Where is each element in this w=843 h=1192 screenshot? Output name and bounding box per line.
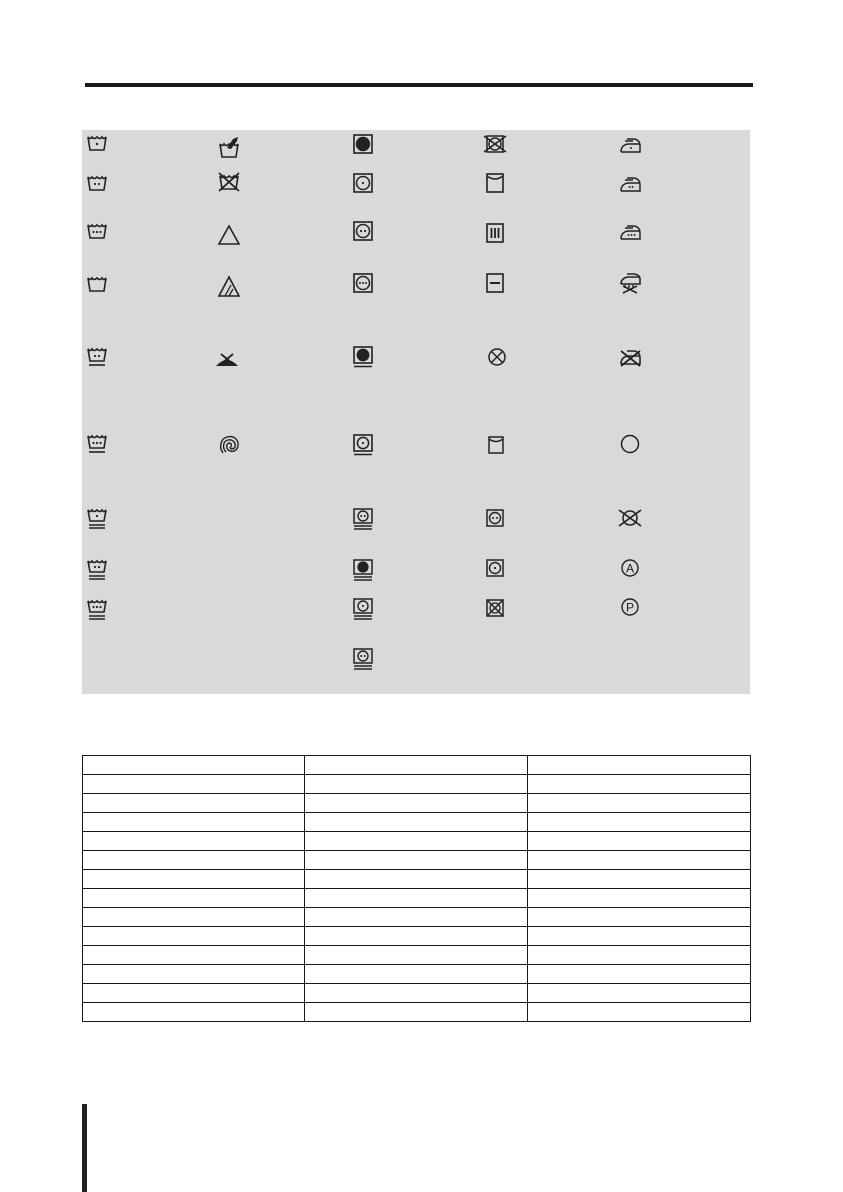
table-cell (305, 775, 528, 794)
wash-60-icon (86, 221, 108, 243)
table-cell (83, 927, 305, 946)
no-steam-icon (619, 272, 641, 294)
drip-dry-icon (484, 222, 506, 244)
table-cell (528, 775, 751, 794)
line-dry-small-icon (485, 434, 507, 456)
machine-dry-very-gentle-filled-icon (352, 559, 374, 581)
table-cell (83, 775, 305, 794)
table-cell (528, 794, 751, 813)
table-cell (528, 1003, 751, 1022)
care-table-body (83, 756, 751, 1022)
iron-low-icon (619, 134, 641, 156)
do-not-dry-clean-circle-x-icon (486, 346, 508, 368)
wash-30-icon (86, 133, 108, 155)
table-cell (528, 870, 751, 889)
table-cell (83, 794, 305, 813)
tumble-dry-very-gentle-high-icon (352, 648, 374, 670)
do-not-iron-icon (619, 346, 641, 368)
table-row (83, 927, 751, 946)
table-cell (528, 756, 751, 775)
wash-40-gentle-icon (86, 346, 108, 368)
table-cell (83, 851, 305, 870)
machine-dry-gentle-filled-icon (352, 346, 374, 368)
table-row (83, 984, 751, 1003)
page-edge-bar (82, 1104, 87, 1192)
table-cell (305, 870, 528, 889)
table-cell (528, 908, 751, 927)
iron-medium-icon (619, 173, 641, 195)
table-cell (305, 946, 528, 965)
table-cell (83, 870, 305, 889)
dry-in-shade-icon (216, 348, 238, 370)
bleach-allowed-icon (218, 224, 240, 246)
tumble-dry-low-small-icon (484, 507, 506, 529)
table-cell (83, 832, 305, 851)
table-cell (305, 927, 528, 946)
table-cell (305, 832, 528, 851)
dry-clean-icon (619, 433, 641, 455)
table-cell (528, 965, 751, 984)
table-cell (528, 813, 751, 832)
table-row (83, 908, 751, 927)
iron-high-icon (619, 221, 641, 243)
table-row (83, 794, 751, 813)
do-not-dry-clean-icon (619, 507, 641, 529)
wool-icon (218, 434, 240, 456)
table-row (83, 1003, 751, 1022)
machine-dry-filled-icon (352, 133, 374, 155)
tumble-dry-high-icon (352, 272, 374, 294)
table-row (83, 775, 751, 794)
table-cell (528, 927, 751, 946)
wash-60-very-gentle-icon (86, 599, 108, 621)
table-cell (305, 813, 528, 832)
table-row (83, 889, 751, 908)
table-row (83, 965, 751, 984)
table-cell (83, 946, 305, 965)
table-cell (305, 908, 528, 927)
wash-40-icon (86, 173, 108, 195)
table-cell (83, 908, 305, 927)
table-row (83, 851, 751, 870)
table-row (83, 832, 751, 851)
wash-30-very-gentle-icon (86, 508, 108, 530)
dry-flat-icon (484, 272, 506, 294)
wash-95-icon (86, 274, 108, 296)
do-not-tumble-dry-icon (484, 133, 506, 155)
tumble-dry-low-icon (352, 172, 374, 194)
table-cell (83, 813, 305, 832)
table-cell (305, 965, 528, 984)
do-not-wash-icon (218, 171, 240, 193)
non-chlorine-bleach-icon (218, 276, 240, 298)
table-row (83, 946, 751, 965)
table-cell (305, 851, 528, 870)
table-cell (83, 756, 305, 775)
care-symbols-panel (82, 130, 750, 694)
tumble-dry-normal-icon (352, 220, 374, 242)
hand-wash-icon (218, 136, 240, 158)
table-cell (528, 889, 751, 908)
dry-clean-p-letter: P (625, 600, 635, 615)
tumble-dry-small-icon (484, 557, 506, 579)
top-rule (85, 83, 753, 87)
table-cell (528, 984, 751, 1003)
table-row (83, 870, 751, 889)
table-cell (528, 832, 751, 851)
table-cell (305, 756, 528, 775)
table-cell (528, 946, 751, 965)
table-cell (305, 984, 528, 1003)
dry-clean-a-icon (619, 557, 641, 579)
table-cell (83, 1003, 305, 1022)
tumble-dry-gentle-icon (352, 434, 374, 456)
tumble-dry-very-gentle-low-icon (352, 508, 374, 530)
table-cell (528, 851, 751, 870)
tumble-dry-very-gentle-normal-icon (352, 598, 374, 620)
wash-60-gentle-icon (86, 433, 108, 455)
line-dry-icon (484, 172, 506, 194)
dry-clean-p-icon (619, 596, 641, 618)
table-cell (83, 889, 305, 908)
table-row (83, 756, 751, 775)
wash-40-very-gentle-icon (86, 559, 108, 581)
table-row (83, 813, 751, 832)
table-cell (83, 965, 305, 984)
table-cell (305, 794, 528, 813)
do-not-tumble-dry-small-icon (484, 597, 506, 619)
table-cell (305, 889, 528, 908)
table-cell (83, 984, 305, 1003)
table-cell (305, 1003, 528, 1022)
dry-clean-a-letter: A (625, 561, 635, 576)
care-table (82, 755, 751, 1022)
